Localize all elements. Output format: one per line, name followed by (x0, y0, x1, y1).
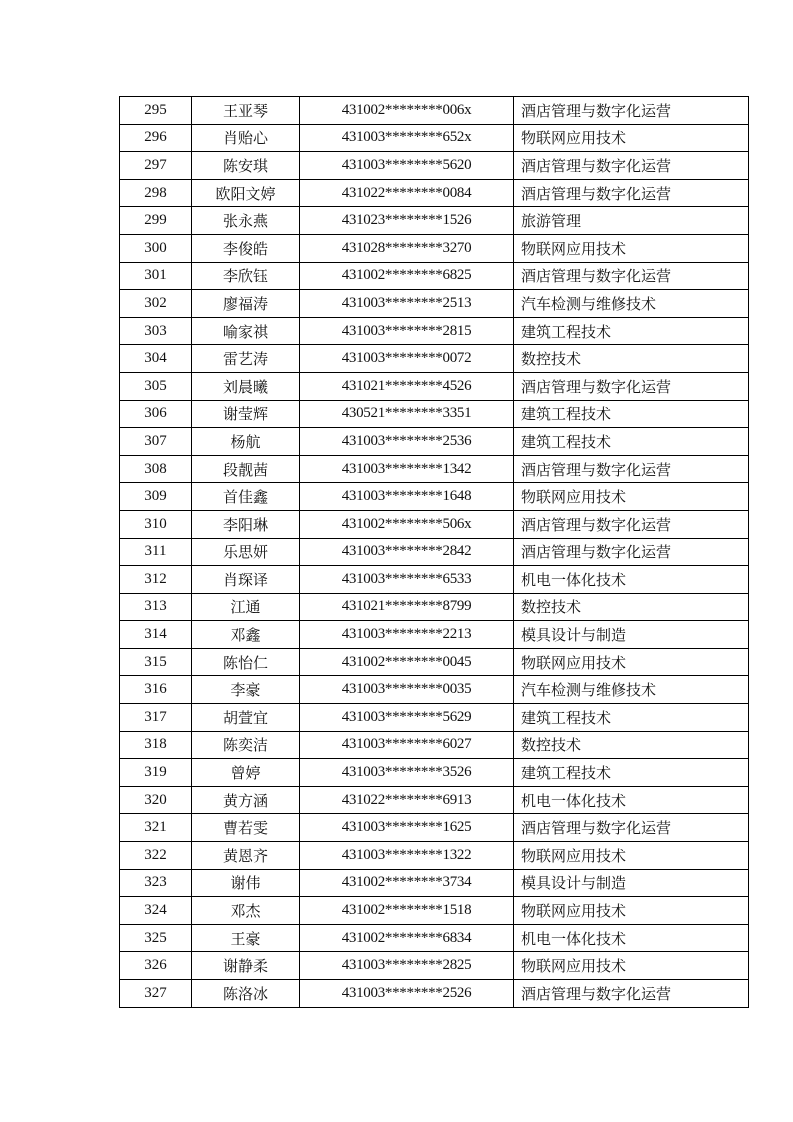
row-number-cell: 316 (120, 676, 192, 704)
student-name-cell: 首佳鑫 (192, 483, 300, 511)
student-name-cell: 王豪 (192, 924, 300, 952)
major-cell: 酒店管理与数字化运营 (514, 510, 749, 538)
major-cell: 汽车检测与维修技术 (514, 290, 749, 318)
major-cell: 物联网应用技术 (514, 952, 749, 980)
student-name-cell: 李俊皓 (192, 234, 300, 262)
id-number-cell: 431003********1625 (300, 814, 514, 842)
student-name-cell: 雷艺涛 (192, 345, 300, 373)
id-number-cell: 431002********006x (300, 97, 514, 125)
table-row (120, 152, 749, 180)
id-number-cell: 431003********6027 (300, 731, 514, 759)
id-number-cell: 431002********6834 (300, 924, 514, 952)
id-number-cell: 431023********1526 (300, 207, 514, 235)
table-row (120, 372, 749, 400)
id-number-cell: 431003********0072 (300, 345, 514, 373)
student-name-cell: 谢静柔 (192, 952, 300, 980)
student-name-cell: 黄恩齐 (192, 842, 300, 870)
major-cell: 物联网应用技术 (514, 648, 749, 676)
major-cell: 机电一体化技术 (514, 566, 749, 594)
student-name-cell: 张永燕 (192, 207, 300, 235)
row-number-cell: 313 (120, 593, 192, 621)
table-row (120, 510, 749, 538)
table-row (120, 428, 749, 456)
student-name-cell: 江通 (192, 593, 300, 621)
row-number-cell: 296 (120, 124, 192, 152)
row-number-cell: 319 (120, 759, 192, 787)
id-number-cell: 431003********3526 (300, 759, 514, 787)
student-name-cell: 邓杰 (192, 897, 300, 925)
table-row (120, 262, 749, 290)
student-name-cell: 邓鑫 (192, 621, 300, 649)
student-name-cell: 肖琛译 (192, 566, 300, 594)
row-number-cell: 303 (120, 317, 192, 345)
major-cell: 数控技术 (514, 593, 749, 621)
row-number-cell: 317 (120, 704, 192, 732)
major-cell: 建筑工程技术 (514, 428, 749, 456)
id-number-cell: 431003********1648 (300, 483, 514, 511)
table-row (120, 731, 749, 759)
major-cell: 物联网应用技术 (514, 124, 749, 152)
id-number-cell: 431028********3270 (300, 234, 514, 262)
student-name-cell: 李豪 (192, 676, 300, 704)
major-cell: 酒店管理与数字化运营 (514, 97, 749, 125)
row-number-cell: 301 (120, 262, 192, 290)
table-row (120, 814, 749, 842)
id-number-cell: 431003********1322 (300, 842, 514, 870)
table-row (120, 566, 749, 594)
row-number-cell: 304 (120, 345, 192, 373)
major-cell: 数控技术 (514, 731, 749, 759)
row-number-cell: 320 (120, 786, 192, 814)
student-list-table (119, 96, 749, 1008)
id-number-cell: 431003********6533 (300, 566, 514, 594)
id-number-cell: 431003********5629 (300, 704, 514, 732)
student-name-cell: 李欣钰 (192, 262, 300, 290)
student-name-cell: 陈洛冰 (192, 980, 300, 1008)
student-name-cell: 陈奕洁 (192, 731, 300, 759)
table-body (120, 97, 749, 1008)
major-cell: 物联网应用技术 (514, 234, 749, 262)
major-cell: 建筑工程技术 (514, 317, 749, 345)
student-name-cell: 杨航 (192, 428, 300, 456)
id-number-cell: 430521********3351 (300, 400, 514, 428)
id-number-cell: 431003********2213 (300, 621, 514, 649)
table-row (120, 869, 749, 897)
major-cell: 酒店管理与数字化运营 (514, 179, 749, 207)
student-name-cell: 段靓茜 (192, 455, 300, 483)
row-number-cell: 321 (120, 814, 192, 842)
student-name-cell: 陈安琪 (192, 152, 300, 180)
student-name-cell: 谢伟 (192, 869, 300, 897)
row-number-cell: 325 (120, 924, 192, 952)
row-number-cell: 295 (120, 97, 192, 125)
id-number-cell: 431003********2536 (300, 428, 514, 456)
id-number-cell: 431003********652x (300, 124, 514, 152)
table-row (120, 124, 749, 152)
row-number-cell: 297 (120, 152, 192, 180)
student-name-cell: 欧阳文婷 (192, 179, 300, 207)
major-cell: 建筑工程技术 (514, 400, 749, 428)
row-number-cell: 311 (120, 538, 192, 566)
table-row (120, 676, 749, 704)
id-number-cell: 431022********6913 (300, 786, 514, 814)
id-number-cell: 431002********6825 (300, 262, 514, 290)
row-number-cell: 300 (120, 234, 192, 262)
row-number-cell: 323 (120, 869, 192, 897)
table-row (120, 842, 749, 870)
major-cell: 酒店管理与数字化运营 (514, 980, 749, 1008)
row-number-cell: 326 (120, 952, 192, 980)
row-number-cell: 299 (120, 207, 192, 235)
major-cell: 酒店管理与数字化运营 (514, 814, 749, 842)
row-number-cell: 314 (120, 621, 192, 649)
id-number-cell: 431021********8799 (300, 593, 514, 621)
major-cell: 物联网应用技术 (514, 842, 749, 870)
major-cell: 机电一体化技术 (514, 786, 749, 814)
row-number-cell: 308 (120, 455, 192, 483)
table-row (120, 207, 749, 235)
id-number-cell: 431002********506x (300, 510, 514, 538)
row-number-cell: 315 (120, 648, 192, 676)
row-number-cell: 327 (120, 980, 192, 1008)
table-row (120, 538, 749, 566)
table-row (120, 290, 749, 318)
student-name-cell: 肖贻心 (192, 124, 300, 152)
student-name-cell: 胡萱宜 (192, 704, 300, 732)
major-cell: 酒店管理与数字化运营 (514, 455, 749, 483)
major-cell: 模具设计与制造 (514, 869, 749, 897)
id-number-cell: 431003********2526 (300, 980, 514, 1008)
table-row (120, 317, 749, 345)
major-cell: 物联网应用技术 (514, 483, 749, 511)
row-number-cell: 302 (120, 290, 192, 318)
row-number-cell: 318 (120, 731, 192, 759)
table-row (120, 980, 749, 1008)
major-cell: 模具设计与制造 (514, 621, 749, 649)
table-row (120, 952, 749, 980)
table-row (120, 897, 749, 925)
id-number-cell: 431003********2815 (300, 317, 514, 345)
table-row (120, 593, 749, 621)
row-number-cell: 324 (120, 897, 192, 925)
id-number-cell: 431002********1518 (300, 897, 514, 925)
major-cell: 建筑工程技术 (514, 704, 749, 732)
major-cell: 酒店管理与数字化运营 (514, 262, 749, 290)
id-number-cell: 431003********1342 (300, 455, 514, 483)
id-number-cell: 431003********0035 (300, 676, 514, 704)
student-name-cell: 廖福涛 (192, 290, 300, 318)
table-row (120, 234, 749, 262)
student-name-cell: 曹若雯 (192, 814, 300, 842)
major-cell: 汽车检测与维修技术 (514, 676, 749, 704)
major-cell: 酒店管理与数字化运营 (514, 152, 749, 180)
table-row (120, 400, 749, 428)
major-cell: 酒店管理与数字化运营 (514, 372, 749, 400)
student-name-cell: 刘晨曦 (192, 372, 300, 400)
student-name-cell: 曾婷 (192, 759, 300, 787)
table-row (120, 621, 749, 649)
major-cell: 数控技术 (514, 345, 749, 373)
major-cell: 酒店管理与数字化运营 (514, 538, 749, 566)
table-row (120, 345, 749, 373)
table-row (120, 483, 749, 511)
row-number-cell: 309 (120, 483, 192, 511)
id-number-cell: 431003********2842 (300, 538, 514, 566)
row-number-cell: 306 (120, 400, 192, 428)
major-cell: 机电一体化技术 (514, 924, 749, 952)
row-number-cell: 298 (120, 179, 192, 207)
row-number-cell: 305 (120, 372, 192, 400)
row-number-cell: 312 (120, 566, 192, 594)
table-row (120, 924, 749, 952)
id-number-cell: 431003********2513 (300, 290, 514, 318)
table-row (120, 759, 749, 787)
student-name-cell: 乐思妍 (192, 538, 300, 566)
id-number-cell: 431003********2825 (300, 952, 514, 980)
table-row (120, 648, 749, 676)
id-number-cell: 431021********4526 (300, 372, 514, 400)
major-cell: 建筑工程技术 (514, 759, 749, 787)
id-number-cell: 431022********0084 (300, 179, 514, 207)
table-row (120, 786, 749, 814)
student-name-cell: 李阳琳 (192, 510, 300, 538)
student-name-cell: 陈怡仁 (192, 648, 300, 676)
id-number-cell: 431002********3734 (300, 869, 514, 897)
student-name-cell: 谢莹辉 (192, 400, 300, 428)
row-number-cell: 310 (120, 510, 192, 538)
row-number-cell: 322 (120, 842, 192, 870)
student-name-cell: 黄方涵 (192, 786, 300, 814)
student-name-cell: 喻家祺 (192, 317, 300, 345)
table-row (120, 704, 749, 732)
table-row (120, 455, 749, 483)
major-cell: 物联网应用技术 (514, 897, 749, 925)
id-number-cell: 431002********0045 (300, 648, 514, 676)
student-name-cell: 王亚琴 (192, 97, 300, 125)
id-number-cell: 431003********5620 (300, 152, 514, 180)
table-row (120, 97, 749, 125)
row-number-cell: 307 (120, 428, 192, 456)
major-cell: 旅游管理 (514, 207, 749, 235)
table-row (120, 179, 749, 207)
